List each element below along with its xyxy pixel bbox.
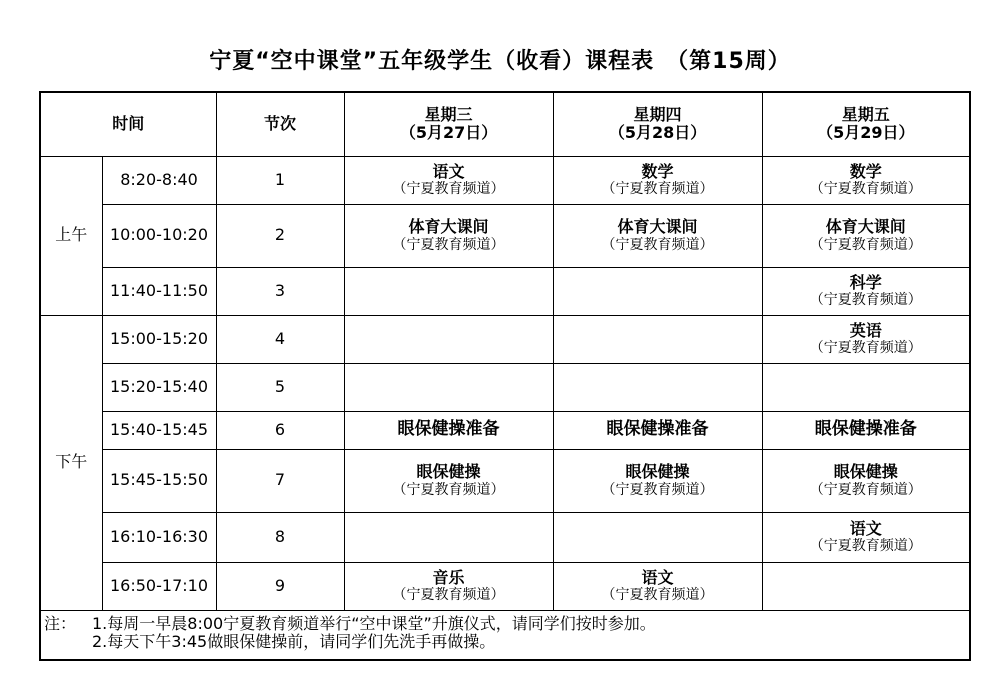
header-friday (762, 92, 970, 156)
course-cell (344, 204, 553, 267)
day-date: （5月27日） (399, 123, 498, 143)
period-cell: 8 (216, 512, 344, 562)
header-row (40, 92, 970, 156)
period-cell: 1 (216, 156, 344, 204)
course-cell (344, 562, 553, 610)
period-cell: 4 (216, 315, 344, 363)
notes-label: 注： (44, 613, 77, 633)
period-cell: 3 (216, 267, 344, 315)
channel: （宁夏教育频道） (809, 181, 922, 198)
header-period: 节次 (216, 92, 344, 156)
course-cell (344, 156, 553, 204)
note-line-2: 2.每天下午3:45做眼保健操前，请同学们先洗手再做操。 (92, 631, 496, 651)
period-cell: 9 (216, 562, 344, 610)
subject: 数学 (849, 161, 882, 181)
channel: （宁夏教育频道） (392, 236, 505, 253)
table-row (40, 267, 970, 315)
channel: （宁夏教育频道） (809, 340, 922, 357)
channel: （宁夏教育频道） (601, 236, 714, 253)
course-cell (553, 204, 762, 267)
course-cell (344, 449, 553, 512)
course-cell (762, 449, 970, 512)
time-cell: 10:00-10:20 (102, 204, 216, 267)
header-time: 时间 (40, 92, 216, 156)
period-cell: 5 (216, 363, 344, 411)
period-cell: 2 (216, 204, 344, 267)
channel: （宁夏教育频道） (809, 481, 922, 498)
table-row (40, 204, 970, 267)
course-cell (762, 204, 970, 267)
course-cell (344, 411, 553, 449)
channel: （宁夏教育频道） (392, 587, 505, 604)
period-cell: 6 (216, 411, 344, 449)
subject: 眼保健操准备 (814, 419, 917, 440)
day-name: 星期五 (841, 104, 890, 124)
time-cell: 15:40-15:45 (102, 411, 216, 449)
channel: （宁夏教育频道） (601, 587, 714, 604)
course-cell (344, 315, 553, 363)
channel: （宁夏教育频道） (809, 292, 922, 309)
notes-cell (40, 610, 970, 660)
day-date: （5月28日） (608, 123, 707, 143)
course-cell (762, 512, 970, 562)
subject: 眼保健操准备 (606, 419, 709, 440)
note-line-1: 1.每周一早晨8:00宁夏教育频道举行“空中课堂”升旗仪式，请同学们按时参加。 (92, 613, 656, 633)
course-cell (553, 562, 762, 610)
subject: 眼保健操 (416, 462, 481, 482)
time-cell: 15:00-15:20 (102, 315, 216, 363)
time-cell: 16:50-17:10 (102, 562, 216, 610)
channel: （宁夏教育频道） (601, 481, 714, 498)
subject: 语文 (432, 161, 465, 181)
course-cell (762, 315, 970, 363)
header-wednesday (344, 92, 553, 156)
session-afternoon: 下午 (40, 315, 102, 610)
subject: 科学 (849, 272, 882, 292)
subject: 语文 (849, 518, 882, 538)
period-cell: 7 (216, 449, 344, 512)
course-cell (553, 315, 762, 363)
table-row (40, 449, 970, 512)
course-cell (553, 449, 762, 512)
time-cell: 16:10-16:30 (102, 512, 216, 562)
course-cell (344, 363, 553, 411)
subject: 体育大课间 (825, 217, 906, 237)
subject: 语文 (641, 567, 674, 587)
table-row (40, 315, 970, 363)
course-cell (553, 363, 762, 411)
notes-row (40, 610, 970, 660)
course-cell (762, 363, 970, 411)
table-row (40, 512, 970, 562)
channel: （宁夏教育频道） (809, 538, 922, 555)
course-cell (762, 562, 970, 610)
subject: 体育大课间 (617, 217, 698, 237)
course-cell (344, 512, 553, 562)
time-cell: 8:20-8:40 (102, 156, 216, 204)
course-cell (762, 411, 970, 449)
time-cell: 15:45-15:50 (102, 449, 216, 512)
schedule-table (39, 91, 971, 661)
subject: 英语 (849, 320, 882, 340)
time-cell: 11:40-11:50 (102, 267, 216, 315)
subject: 眼保健操准备 (397, 419, 500, 440)
course-cell (553, 512, 762, 562)
time-cell: 15:20-15:40 (102, 363, 216, 411)
page-title: 宁夏“空中课堂”五年级学生（收看）课程表 （第15周） (209, 49, 791, 74)
course-cell (344, 267, 553, 315)
subject: 音乐 (432, 567, 465, 587)
course-cell (762, 267, 970, 315)
subject: 眼保健操 (625, 462, 690, 482)
subject: 眼保健操 (833, 462, 898, 482)
header-thursday (553, 92, 762, 156)
channel: （宁夏教育频道） (809, 236, 922, 253)
day-name: 星期三 (424, 104, 473, 124)
course-cell (553, 267, 762, 315)
channel: （宁夏教育频道） (392, 481, 505, 498)
course-cell (762, 156, 970, 204)
session-morning: 上午 (40, 156, 102, 315)
table-row (40, 562, 970, 610)
day-date: （5月29日） (817, 123, 915, 143)
table-row (40, 363, 970, 411)
course-cell (553, 411, 762, 449)
table-row (40, 156, 970, 204)
table-row (40, 411, 970, 449)
day-name: 星期四 (633, 104, 682, 124)
subject: 体育大课间 (408, 217, 489, 237)
channel: （宁夏教育频道） (392, 181, 505, 198)
channel: （宁夏教育频道） (601, 181, 714, 198)
subject: 数学 (641, 161, 674, 181)
course-cell (553, 156, 762, 204)
